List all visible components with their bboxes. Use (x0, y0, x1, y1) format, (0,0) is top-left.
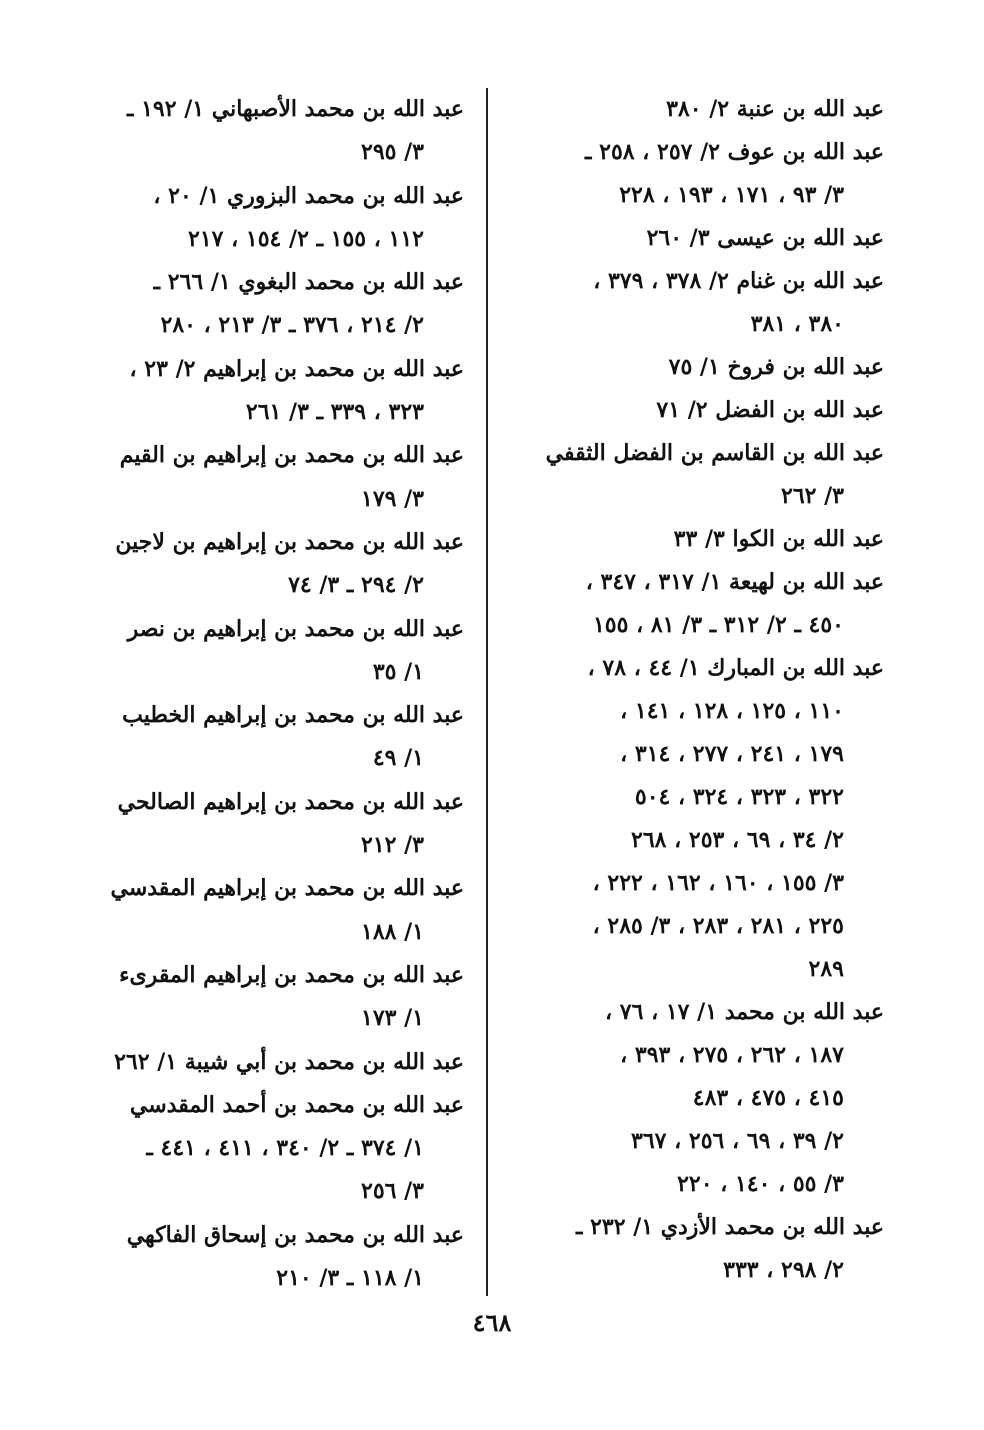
index-line: عبد الله بن محمد بن إبراهيم الصالحي (117, 788, 464, 815)
index-line: ٢/ ٣٩ ، ٦٩ ، ٢٥٦ ، ٣٦٧ (631, 1128, 844, 1154)
index-line: ١/ ١١٨ ـ ٣/ ٢١٠ (276, 1265, 424, 1292)
index-line: ٤١٥ ، ٤٧٥ ، ٤٨٣ (692, 1085, 844, 1111)
left-column (92, 88, 464, 1300)
index-line: ٢/ ٢٩٨ ، ٣٣٣ (723, 1257, 844, 1283)
index-line: عبد الله بن محمد بن إبراهيم بن لاجين (115, 528, 464, 555)
index-line: ٣٢٣ ، ٣٣٩ ـ ٣/ ٢٦١ (245, 399, 424, 426)
index-line: ٣/ ٢٩٥ (361, 139, 424, 166)
index-line: عبد الله بن الفضل ٢/ ٧١ (656, 397, 884, 423)
index-line: ١/ ٤٩ (372, 745, 424, 772)
right-column (512, 88, 884, 1292)
index-line: عبد الله بن محمد بن إسحاق الفاكهي (126, 1221, 464, 1248)
index-line: عبد الله بن محمد الأزدي ١/ ٢٣٢ ـ (575, 1214, 884, 1240)
index-line: عبد الله بن عيسى ٣/ ٢٦٠ (646, 225, 884, 251)
index-line: عبد الله بن غنام ٢/ ٣٧٨ ، ٣٧٩ ، (593, 268, 884, 294)
index-line: عبد الله بن محمد بن إبراهيم ٢/ ٢٣ ، (129, 355, 464, 382)
index-line: ١٧٩ ، ٢٤١ ، ٢٧٧ ، ٣١٤ ، (620, 741, 844, 767)
index-line: عبد الله بن محمد بن إبراهيم المقرىء (119, 961, 464, 988)
index-line: ١/ ٣٧٤ ـ ٢/ ٣٤٠ ، ٤١١ ، ٤٤١ ـ (146, 1135, 424, 1162)
index-line: ٢٨٩ (808, 956, 844, 982)
page-number: ٤٦٨ (472, 1308, 512, 1337)
index-line: ٢/ ٣٤ ، ٦٩ ، ٢٥٣ ، ٢٦٨ (631, 827, 844, 853)
index-line: ٣/ ٢٥٦ (361, 1178, 424, 1205)
column-divider (486, 88, 488, 1296)
index-line: ٣٢٢ ، ٣٢٣ ، ٣٢٤ ، ٥٠٤ (634, 784, 844, 810)
index-line: عبد الله بن محمد البغوي ١/ ٢٦٦ ـ (153, 269, 464, 296)
index-line: عبد الله بن لهيعة ١/ ٣١٧ ، ٣٤٧ ، (585, 569, 884, 595)
index-line: ٣٨٠ ، ٣٨١ (750, 311, 844, 337)
index-line: ٣/ ٢١٢ (361, 832, 424, 859)
index-line: عبد الله بن الكوا ٣/ ٣٣ (673, 526, 884, 552)
index-line: ٣/ ٥٥ ، ١٤٠ ، ٢٢٠ (677, 1171, 844, 1197)
index-line: عبد الله بن فروخ ١/ ٧٥ (668, 354, 884, 380)
index-line: عبد الله بن القاسم بن الفضل الثقفي (545, 440, 884, 466)
index-line: عبد الله بن محمد ١/ ١٧ ، ٧٦ ، (605, 999, 884, 1025)
index-line: ٢/ ٢٩٤ ـ ٣/ ٧٤ (288, 572, 424, 599)
index-line: عبد الله بن محمد بن إبراهيم بن القيم (119, 442, 464, 469)
index-line: ٢/ ٢١٤ ، ٣٧٦ ـ ٣/ ٢١٣ ، ٢٨٠ (160, 312, 424, 339)
index-line: عبد الله بن محمد بن أحمد المقدسي (129, 1091, 464, 1118)
index-line: ٢٢٥ ، ٢٨١ ، ٢٨٣ ، ٣/ ٢٨٥ ، (592, 913, 844, 939)
index-line: عبد الله بن عنبة ٢/ ٣٨٠ (666, 96, 884, 122)
index-line: عبد الله بن محمد بن إبراهيم بن نصر (127, 615, 464, 642)
index-line: عبد الله بن محمد البزوري ١/ ٢٠ ، (153, 182, 464, 209)
index-line: عبد الله بن محمد بن إبراهيم الخطيب (122, 702, 464, 729)
index-line: ٣/ ٩٣ ، ١٧١ ، ١٩٣ ، ٢٢٨ (619, 182, 844, 208)
index-line: ٣/ ٢٦٢ (781, 483, 844, 509)
index-line: ١/ ١٨٨ (361, 918, 424, 945)
index-line: ١١٠ ، ١٢٥ ، ١٢٨ ، ١٤١ ، (620, 698, 844, 724)
index-line: ١٨٧ ، ٢٦٢ ، ٢٧٥ ، ٣٩٣ ، (620, 1042, 844, 1068)
index-line: ٣/ ١٥٥ ، ١٦٠ ، ١٦٢ ، ٢٢٢ ، (592, 870, 844, 896)
index-line: عبد الله بن محمد بن إبراهيم المقدسي (110, 875, 464, 902)
index-line: ٤٥٠ ـ ٢/ ٣١٢ ـ ٣/ ٨١ ، ١٥٥ (592, 612, 844, 638)
index-line: عبد الله بن محمد بن أبي شيبة ١/ ٢٦٢ (114, 1048, 464, 1075)
index-line: عبد الله بن المبارك ١/ ٤٤ ، ٧٨ ، (587, 655, 884, 681)
index-line: ١/ ٣٥ (372, 658, 424, 685)
index-line: عبد الله بن عوف ٢/ ٢٥٧ ، ٢٥٨ ـ (585, 139, 884, 165)
index-line: عبد الله بن محمد الأصبهاني ١/ ١٩٢ ـ (126, 96, 464, 122)
index-line: ٣/ ١٧٩ (361, 485, 424, 512)
index-line: ١/ ١٧٣ (361, 1005, 424, 1032)
index-line: ١١٢ ، ١٥٥ ـ ٢/ ١٥٤ ، ٢١٧ (188, 225, 424, 252)
